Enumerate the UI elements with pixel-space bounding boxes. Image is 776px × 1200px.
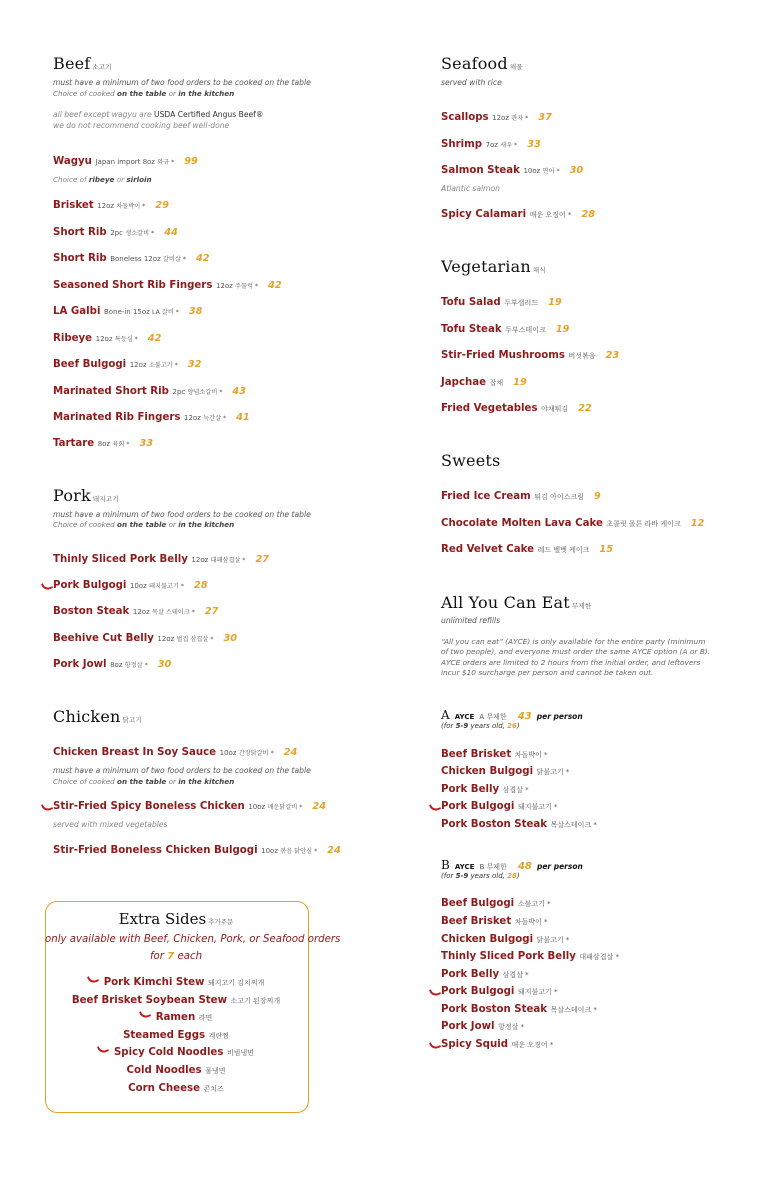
- ayce-b-item: Beef Bulgogi 소불고기 *: [441, 898, 551, 909]
- ayce-b-item: Thinly Sliced Pork Belly 대패삼겹살 *: [441, 951, 619, 962]
- extra-sides-heading: Extra Sides 추가주문: [118, 910, 234, 928]
- menu-item-brisket: Brisket 12oz 차돌박이 * 29: [53, 200, 169, 211]
- side-item-ramen: Ramen 라면: [45, 1012, 307, 1023]
- menu-item-wagyu: Wagyu Japan import 8oz 와규 * 99: [53, 156, 198, 167]
- ayce-a-heading: A AYCE A 무제한 43 per person: [441, 708, 583, 722]
- menu-item-marinated-short-rib: Marinated Short Rib 2pc 양념소갈비 * 43: [53, 386, 247, 397]
- pork-note-choice: Choice of cooked on the table or in the kitchen: [53, 520, 235, 529]
- extra-sides-note: only available with Beef, Chicken, Pork, or Seafood orders: [45, 934, 341, 945]
- menu-item-pork-jowl: Pork Jowl 8oz 항정살 * 30: [53, 659, 172, 670]
- ayce-a-item: Pork Belly 삼겹살 *: [441, 784, 529, 795]
- spicy-pepper-icon: [429, 987, 441, 998]
- menu-item-thinly-sliced-pork-belly: Thinly Sliced Pork Belly 12oz 대패삼겹살 * 27: [53, 554, 270, 565]
- menu-item-chicken-breast-soy: Chicken Breast In Soy Sauce 10oz 간장닭갈비 * 24: [53, 747, 298, 758]
- pork-heading: Pork 돼지고기: [53, 486, 119, 505]
- pork-note-cooking: must have a minimum of two food orders to be cooked on the table: [53, 510, 311, 519]
- sweets-heading: Sweets: [441, 451, 501, 470]
- seafood-heading: Seafood 해물: [441, 54, 523, 73]
- salmon-note: Atlantic salmon: [441, 184, 500, 193]
- menu-item-japchae: Japchae 잡채 19: [441, 377, 527, 388]
- beef-note-choice: Choice of cooked on the table or in the kitchen: [53, 89, 235, 98]
- ayce-b-heading: B AYCE B 무제한 48 per person: [441, 858, 583, 872]
- spicy-pepper-icon: [41, 581, 53, 592]
- ayce-a-item: Chicken Bulgogi 닭불고기 *: [441, 766, 570, 777]
- menu-item-tofu-steak: Tofu Steak 두부스테이크 19: [441, 324, 570, 335]
- beef-note-usda: all beef except wagyu are USDA Certified Angus Beef®: [53, 110, 264, 119]
- chicken-heading: Chicken 닭고기: [53, 707, 142, 726]
- menu-item-beehive-cut-belly: Beehive Cut Belly 12oz 벌집 삼겹살 * 30: [53, 633, 238, 644]
- ayce-b-item: Pork Bulgogi 돼지불고기 *: [441, 986, 558, 997]
- chicken-spicy-note: served with mixed vegetables: [53, 820, 168, 829]
- menu-item-red-velvet-cake: Red Velvet Cake 레드 벨벳 케이크 15: [441, 544, 614, 555]
- wagyu-note: Choice of ribeye or sirloin: [53, 175, 152, 184]
- extra-sides-box: [45, 901, 341, 1113]
- menu-item-spicy-calamari: Spicy Calamari 매운 오징어 * 28: [441, 209, 596, 220]
- menu-item-short-rib: Short Rib 2pc 생소갈비 * 44: [53, 227, 178, 238]
- side-item-pork-kimchi-stew: Pork Kimchi Stew 돼지고기 김치찌개: [45, 977, 307, 988]
- ayce-heading: All You Can Eat 무제한: [441, 593, 592, 612]
- menu-item-fried-ice-cream: Fried Ice Cream 튀김 아이스크림 9: [441, 491, 601, 502]
- spicy-pepper-icon: [429, 1040, 441, 1051]
- ayce-a-item: Beef Brisket 차돌박이 *: [441, 749, 548, 760]
- menu-item-boston-steak: Boston Steak 12oz 목살 스테이크 * 27: [53, 606, 219, 617]
- side-item-cold-noodles: Cold Noodles 물냉면: [126, 1065, 226, 1076]
- ayce-desc-line3: AYCE orders are limited to 2 hours from the initial order, and leftovers: [441, 658, 701, 667]
- menu-item-scallops: Scallops 12oz 관자 * 37: [441, 112, 552, 123]
- menu-item-tartare: Tartare 8oz 육회 * 33: [53, 438, 154, 449]
- menu-item-salmon-steak: Salmon Steak 10oz 연어 * 30: [441, 165, 584, 176]
- menu-item-pork-bulgogi: Pork Bulgogi 10oz 돼지불고기 * 28: [53, 580, 208, 591]
- seafood-note: served with rice: [441, 78, 502, 87]
- beef-note-cooking: must have a minimum of two food orders to be cooked on the table: [53, 78, 311, 87]
- ayce-a-kids-price: (for 5-9 years old, 26): [441, 722, 520, 730]
- menu-item-fried-vegetables: Fried Vegetables 야채튀김 22: [441, 403, 592, 414]
- ayce-desc-line2: of two people), and everyone must order the same AYCE option (A or B).: [441, 647, 711, 656]
- ayce-b-item: Pork Belly 삼겹살 *: [441, 969, 529, 980]
- menu-item-beef-bulgogi: Beef Bulgogi 12oz 소불고기 * 32: [53, 359, 202, 370]
- ayce-b-kids-price: (for 5-9 years old, 28): [441, 872, 520, 880]
- spicy-pepper-icon: [429, 802, 441, 813]
- menu-item-chocolate-molten-lava-cake: Chocolate Molten Lava Cake 초콜릿 몰튼 라바 케이크 12: [441, 518, 705, 529]
- menu-item-tofu-salad: Tofu Salad 두부샐러드 19: [441, 297, 562, 308]
- ayce-desc-line4: incur $10 surcharge per person and cannot be taken out.: [441, 668, 654, 677]
- spicy-pepper-icon: [139, 1009, 151, 1020]
- menu-item-short-rib-boneless: Short Rib Boneless 12oz 갈비살 * 42: [53, 253, 210, 264]
- spicy-pepper-icon: [87, 974, 99, 985]
- side-item-spicy-cold-noodles: Spicy Cold Noodles 비빔냉면: [45, 1047, 307, 1058]
- ayce-desc-line1: “All you can eat” (AYCE) is only available for the entire party (minimum: [441, 637, 706, 646]
- menu-item-ribeye: Ribeye 12oz 특등심 * 42: [53, 333, 162, 344]
- chicken-note-choice: Choice of cooked on the table or in the kitchen: [53, 777, 235, 786]
- menu-item-shrimp: Shrimp 7oz 새우 * 33: [441, 139, 541, 150]
- extra-sides-price: for 7 each: [149, 951, 203, 962]
- side-item-beef-brisket-soybean-stew: Beef Brisket Soybean Stew 소고기 된장찌개: [71, 995, 281, 1006]
- ayce-b-item: Chicken Bulgogi 닭불고기 *: [441, 934, 570, 945]
- beef-heading: Beef 소고기: [53, 54, 112, 73]
- ayce-b-item: Beef Brisket 차돌박이 *: [441, 916, 548, 927]
- vegetarian-heading: Vegetarian 채식: [441, 257, 546, 276]
- beef-note-welldone: we do not recommend cooking beef well-done: [53, 121, 230, 130]
- side-item-corn-cheese: Corn Cheese 콘치즈: [128, 1083, 224, 1094]
- chicken-note-cooking: must have a minimum of two food orders to be cooked on the table: [53, 766, 311, 775]
- ayce-b-item: Pork Jowl 항정살 *: [441, 1021, 525, 1032]
- menu-item-marinated-rib-fingers: Marinated Rib Fingers 12oz 늑간살 * 41: [53, 412, 250, 423]
- spicy-pepper-icon: [97, 1044, 109, 1055]
- ayce-subtitle: unlimited refills: [441, 616, 501, 625]
- menu-item-stir-fried-spicy-boneless-chicken: Stir-Fried Spicy Boneless Chicken 10oz 매운닭갈비 * 24: [53, 801, 327, 812]
- ayce-a-item: Pork Boston Steak 목살스테이크 *: [441, 819, 597, 830]
- menu-item-la-galbi: LA Galbi Bone-in 15oz LA 갈비 * 38: [53, 306, 203, 317]
- ayce-a-item: Pork Bulgogi 돼지불고기 *: [441, 801, 558, 812]
- menu-item-stir-fried-boneless-chicken-bulgogi: Stir-Fried Boneless Chicken Bulgogi 10oz 볶음 닭안심 * 24: [53, 845, 341, 856]
- menu-item-stir-fried-mushrooms: Stir-Fried Mushrooms 버섯볶음 23: [441, 350, 620, 361]
- side-item-steamed-eggs: Steamed Eggs 계란찜: [123, 1030, 229, 1041]
- menu-item-seasoned-short-rib-fingers: Seasoned Short Rib Fingers 12oz 주물럭 * 42: [53, 280, 282, 291]
- ayce-b-item: Spicy Squid 매운 오징어 *: [441, 1039, 554, 1050]
- ayce-b-item: Pork Boston Steak 목살스테이크 *: [441, 1004, 597, 1015]
- spicy-pepper-icon: [41, 802, 53, 813]
